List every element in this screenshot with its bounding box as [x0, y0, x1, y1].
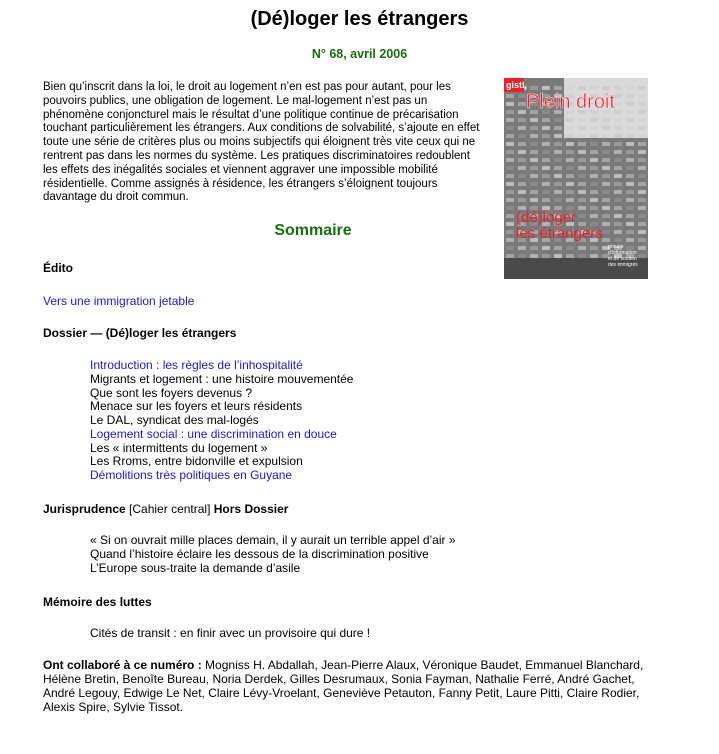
page-title: (Dé)loger les étrangers: [250, 8, 469, 30]
cover-window: [638, 158, 646, 162]
cover-window: [614, 118, 622, 122]
cover-window: [638, 254, 646, 258]
cover-window: [506, 190, 514, 194]
cover-window: [626, 198, 634, 202]
cover-window: [638, 214, 646, 218]
cover-image: [504, 78, 648, 279]
cover-window: [614, 134, 622, 138]
cover-window: [626, 94, 634, 98]
cover-window: [518, 110, 526, 114]
jurisprudence-label: Jurisprudence: [43, 502, 126, 516]
cover-window: [542, 126, 550, 130]
cover-window: [614, 158, 622, 162]
jurisprudence-item: Quand l’histoire éclaire les dessous de la discrimination positive: [90, 546, 429, 561]
cover-window: [614, 142, 622, 146]
cover-window: [518, 190, 526, 194]
cover-window: [626, 110, 634, 114]
cover-window: [518, 150, 526, 154]
cover-window: [518, 254, 526, 258]
cover-window: [590, 174, 598, 178]
cover-magazine-title: Plein droit: [526, 91, 615, 113]
cover-publisher: gisti,: [506, 80, 528, 90]
cover-window: [590, 150, 598, 154]
cover-window: [506, 182, 514, 186]
cover-window: [614, 230, 622, 234]
cover-window: [506, 174, 514, 178]
intro-paragraph: Bien qu’inscrit dans la loi, le droit au logement n’en est pas pour autant, pour les pouvoirs publics, une obligation de logement. Le mal-logement n’est pas un phénomène conjoncturel mais le résultat d’une politique continue de précarisation touchant particulièrement les étrangers. Aux conditions de solvabilité, s’ajoute en effet toute une série de critères plus ou moins subjectifs qui éloignent très vite ceux qui ne rentrent pas dans les normes du système. Les pratiques discriminatoires redoublent les effets des inégalités sociales et viennent aggraver une impossible mobilité résidentielle. Comme assignés à résidence, les étrangers s’éloignent toujours davantage du droit commun.: [43, 81, 480, 204]
cover-window: [590, 126, 598, 130]
cover-window: [590, 214, 598, 218]
cover-window: [602, 222, 610, 226]
cover-window: [602, 182, 610, 186]
cover-window: [578, 190, 586, 194]
cover-window: [578, 134, 586, 138]
cover-window: [506, 254, 514, 258]
cover-window: [578, 214, 586, 218]
cover-window: [554, 158, 562, 162]
dossier-item: Menace sur les foyers et leurs résidents: [90, 399, 303, 414]
cover-window: [578, 182, 586, 186]
cover-window: [542, 150, 550, 154]
cover-window: [638, 126, 646, 130]
cover-window: [506, 166, 514, 170]
cover-window: [602, 158, 610, 162]
cover-window: [530, 246, 538, 250]
cover-window: [506, 118, 514, 122]
cover-window: [590, 198, 598, 202]
cover-window: [638, 246, 646, 250]
cover-window: [578, 150, 586, 154]
memoire-heading: Mémoire des luttes: [43, 595, 152, 609]
cover-headline-2: les étrangers: [516, 225, 603, 242]
cover-window: [638, 230, 646, 234]
cahier-central-label: [Cahier central]: [129, 502, 211, 516]
cover-window: [602, 134, 610, 138]
dossier-item[interactable]: Démolitions très politiques en Guyane: [90, 468, 293, 482]
cover-window: [566, 118, 574, 122]
cover-window: [554, 150, 562, 154]
cover-window: [602, 238, 610, 242]
cover-window: [554, 86, 562, 90]
sommaire-heading: Sommaire: [274, 222, 352, 239]
cover-window: [506, 206, 514, 210]
cover-window: [506, 134, 514, 138]
cover-window: [602, 214, 610, 218]
dossier-item: Que sont les foyers devenus ?: [90, 385, 253, 400]
cover-window: [518, 166, 526, 170]
cover-window: [530, 198, 538, 202]
cover-window: [566, 190, 574, 194]
cover-window: [614, 166, 622, 170]
cover-tagline-2: d'information: [608, 250, 637, 256]
cover-window: [530, 126, 538, 130]
cover-window: [518, 102, 526, 106]
cover-window: [638, 198, 646, 202]
cover-window: [626, 206, 634, 210]
cover-window: [566, 86, 574, 90]
cover-window: [638, 142, 646, 146]
cover-window: [638, 86, 646, 90]
cover-window: [578, 254, 586, 258]
cover-window: [626, 118, 634, 122]
cover-window: [506, 126, 514, 130]
cover-window: [566, 254, 574, 258]
cover-window: [626, 222, 634, 226]
cover-window: [518, 246, 526, 250]
cover-window: [566, 150, 574, 154]
cover-window: [566, 166, 574, 170]
cover-window: [590, 206, 598, 210]
dossier-list: [90, 359, 353, 483]
cover-window: [566, 174, 574, 178]
cover-window: [542, 254, 550, 258]
cover-window: [506, 102, 514, 106]
cover-window: [530, 118, 538, 122]
cover-window: [566, 182, 574, 186]
cover-window: [506, 150, 514, 154]
cover-window: [638, 182, 646, 186]
dossier-item[interactable]: Introduction : les règles de l’inhospitalité: [90, 358, 303, 372]
contributors-label: Ont collaboré à ce numéro :: [43, 658, 202, 672]
jurisprudence-item: L’Europe sous-traite la demande d’asile: [90, 560, 301, 575]
cover-window: [602, 150, 610, 154]
cover-window: [506, 214, 514, 218]
cover-window: [554, 254, 562, 258]
dossier-item: Migrants et logement : une histoire mouvementée: [90, 371, 354, 386]
cover-window: [614, 102, 622, 106]
cover-window: [626, 214, 634, 218]
cover-window: [566, 198, 574, 202]
hors-dossier-label: Hors Dossier: [213, 502, 289, 516]
cover-window: [590, 246, 598, 250]
cover-window: [554, 190, 562, 194]
cover-window: [578, 126, 586, 130]
cover-window: [566, 126, 574, 130]
cover-window: [554, 198, 562, 202]
jurisprudence-item: « Si on ouvrait mille places demain, il y aurait un terrible appel d’air »: [90, 533, 456, 547]
cover-window: [578, 118, 586, 122]
cover-window: [638, 134, 646, 138]
cover-window: [530, 150, 538, 154]
cover-window: [518, 94, 526, 98]
cover-window: [626, 166, 634, 170]
cover-window: [554, 118, 562, 122]
cover-window: [578, 142, 586, 146]
cover-window: [578, 166, 586, 170]
cover-window: [518, 126, 526, 130]
cover-window: [638, 94, 646, 98]
cover-window: [506, 158, 514, 162]
cover-window: [590, 254, 598, 258]
cover-window: [506, 142, 514, 146]
cover-window: [602, 126, 610, 130]
cover-window: [614, 198, 622, 202]
cover-headline-1: (dé)loger: [516, 209, 577, 226]
cover-window: [530, 190, 538, 194]
cover-window: [578, 206, 586, 210]
cover-window: [602, 206, 610, 210]
cover-window: [530, 86, 538, 90]
cover-window: [554, 134, 562, 138]
cover-window: [638, 150, 646, 154]
cover-window: [542, 86, 550, 90]
cover-window: [542, 198, 550, 202]
cover-window: [554, 182, 562, 186]
cover-window: [614, 110, 622, 114]
cover-window: [554, 246, 562, 250]
cover-window: [626, 142, 634, 146]
cover-window: [590, 86, 598, 90]
cover-window: [614, 174, 622, 178]
cover-window: [602, 198, 610, 202]
cover-window: [542, 118, 550, 122]
cover-window: [602, 166, 610, 170]
cover-window: [554, 126, 562, 130]
cover-window: [530, 174, 538, 178]
memoire-list: [90, 627, 370, 641]
cover-window: [554, 174, 562, 178]
jurisprudence-list: [90, 534, 456, 575]
cover-window: [626, 86, 634, 90]
cover-window: [614, 86, 622, 90]
cover-window: [542, 134, 550, 138]
cover-window: [638, 222, 646, 226]
cover-window: [530, 134, 538, 138]
cover-window: [638, 174, 646, 178]
cover-window: [506, 246, 514, 250]
cover-window: [626, 158, 634, 162]
cover-window: [638, 238, 646, 242]
cover-window: [578, 246, 586, 250]
cover-tagline-3: et de soutien: [608, 256, 637, 262]
edito-heading: Édito: [43, 261, 73, 275]
cover-window: [602, 174, 610, 178]
cover-window: [626, 150, 634, 154]
cover-window: [542, 174, 550, 178]
dossier-item: Le DAL, syndicat des mal-logés: [90, 413, 259, 427]
cover-window: [638, 166, 646, 170]
cover-window: [530, 158, 538, 162]
cover-window: [530, 166, 538, 170]
cover-window: [518, 118, 526, 122]
dossier-heading: Dossier — (Dé)loger les étrangers: [43, 326, 237, 340]
cover-window: [614, 206, 622, 210]
cover-window: [590, 166, 598, 170]
cover-window: [566, 142, 574, 146]
cover-window: [638, 206, 646, 210]
cover-window: [578, 198, 586, 202]
cover-window: [602, 190, 610, 194]
cover-window: [614, 126, 622, 130]
cover-window: [530, 254, 538, 258]
cover-window: [566, 158, 574, 162]
jurisprudence-heading: [43, 502, 288, 516]
cover-window: [530, 182, 538, 186]
cover-window: [638, 118, 646, 122]
cover-window: [638, 190, 646, 194]
cover-window: [614, 238, 622, 242]
cover-window: [506, 198, 514, 202]
cover-window: [542, 166, 550, 170]
cover-window: [542, 142, 550, 146]
cover-window: [518, 174, 526, 178]
cover-window: [614, 182, 622, 186]
cover-window: [614, 190, 622, 194]
cover-window: [626, 134, 634, 138]
cover-window: [626, 182, 634, 186]
cover-tagline-4: des immigrés: [608, 262, 638, 268]
cover-window: [554, 166, 562, 170]
cover-window: [578, 86, 586, 90]
cover-window: [530, 142, 538, 146]
memoire-item: Cités de transit : en finir avec un provisoire qui dure !: [90, 626, 371, 640]
cover-window: [590, 134, 598, 138]
cover-window: [518, 158, 526, 162]
cover-window: [590, 158, 598, 162]
cover-window: [542, 158, 550, 162]
cover-window: [626, 102, 634, 106]
cover-window: [566, 134, 574, 138]
cover-window: [602, 230, 610, 234]
cover-window: [518, 142, 526, 146]
cover-window: [638, 102, 646, 106]
edito-link[interactable]: Vers une immigration jetable: [43, 294, 195, 308]
cover-window: [542, 182, 550, 186]
dossier-item: Les « intermittents du logement »: [90, 440, 268, 455]
cover-window: [506, 110, 514, 114]
cover-window: [602, 118, 610, 122]
cover-window: [626, 238, 634, 242]
cover-window: [578, 158, 586, 162]
cover-window: [518, 134, 526, 138]
cover-window: [614, 94, 622, 98]
cover-window: [518, 182, 526, 186]
cover-window: [638, 110, 646, 114]
cover-window: [506, 94, 514, 98]
cover-window: [590, 182, 598, 186]
issue-number: N° 68, avril 2006: [311, 47, 408, 61]
cover-window: [614, 214, 622, 218]
cover-window: [518, 198, 526, 202]
cover-window: [578, 174, 586, 178]
cover-window: [614, 222, 622, 226]
cover-window: [542, 190, 550, 194]
cover-window: [554, 142, 562, 146]
cover-window: [590, 142, 598, 146]
contributors-names: Mogniss H. Abdallah, Jean-Pierre Alaux, Véronique Baudet, Emmanuel Blanchard, Hélène Bretin, Benoîte Bureau, Noria Derdek, Gilles Desrumaux, Sonia Fayman, Nathalie Ferré, André Gachet, André Legouy, Edwige Le Net, Claire Lévy-Vroelant, Geneviève Petauton, Fanny Petit, Laure Pitti, Claire Rodier, Alexis Spire, Sylvie Tissot.: [43, 658, 644, 714]
cover-window: [542, 246, 550, 250]
cover-tagline-1: groupe: [608, 244, 624, 250]
cover-window: [614, 150, 622, 154]
cover-window: [626, 174, 634, 178]
cover-window: [626, 230, 634, 234]
cover-window: [602, 142, 610, 146]
cover-window: [566, 246, 574, 250]
dossier-item[interactable]: Logement social : une discrimination en douce: [90, 426, 337, 441]
cover-window: [590, 118, 598, 122]
contributors: [43, 658, 653, 714]
cover-window: [626, 126, 634, 130]
cover-window: [590, 190, 598, 194]
dossier-item: Les Rroms, entre bidonville et expulsion: [90, 454, 303, 469]
cover-window: [602, 86, 610, 90]
cover-window: [626, 190, 634, 194]
